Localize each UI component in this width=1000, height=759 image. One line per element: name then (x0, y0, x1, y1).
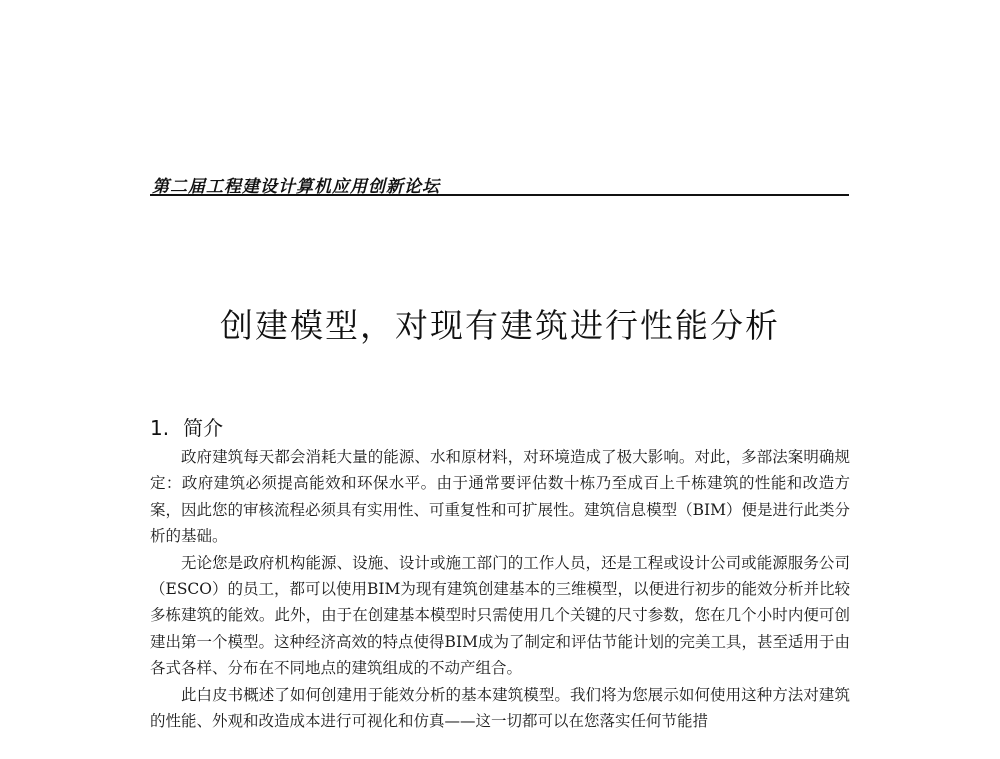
running-header: 第二届工程建设计算机应用创新论坛 (152, 177, 440, 197)
section-heading (150, 412, 223, 441)
header-rule (150, 194, 849, 196)
paragraph: 无论您是政府机构能源、设施、设计或施工部门的工作人员，还是工程或设计公司或能源服务公司（ESCO）的员工，都可以使用BIM为现有建筑创建基本的三维模型，以便进行初步的能效分析并比较多栋建筑的能效。此外，由于在创建基本模型时只需使用几个关键的尺寸参数，您在几个小时内便可创建出第一个模型。这种经济高效的特点使得BIM成为了制定和评估节能计划的完美工具，甚至适用于由各式各样、分布在不同地点的建筑组成的不动产组合。 (150, 553, 850, 678)
section-number: 1. (150, 416, 170, 440)
body-text (150, 444, 850, 734)
paragraph: 此白皮书概述了如何创建用于能效分析的基本建筑模型。我们将为您展示如何使用这种方法对建筑的性能、外观和改造成本进行可视化和仿真——这一切都可以在您落实任何节能措 (150, 685, 850, 731)
section-title: 简介 (183, 416, 224, 440)
paragraph: 政府建筑每天都会消耗大量的能源、水和原材料，对环境造成了极大影响。对此，多部法案明确规定：政府建筑必须提高能效和环保水平。由于通常要评估数十栋乃至成百上千栋建筑的性能和改造方案，因此您的审核流程必须具有实用性、可重复性和可扩展性。建筑信息模型（BIM）便是进行此类分析的基础。 (150, 448, 850, 546)
document-title: 创建模型，对现有建筑进行性能分析 (220, 306, 780, 345)
